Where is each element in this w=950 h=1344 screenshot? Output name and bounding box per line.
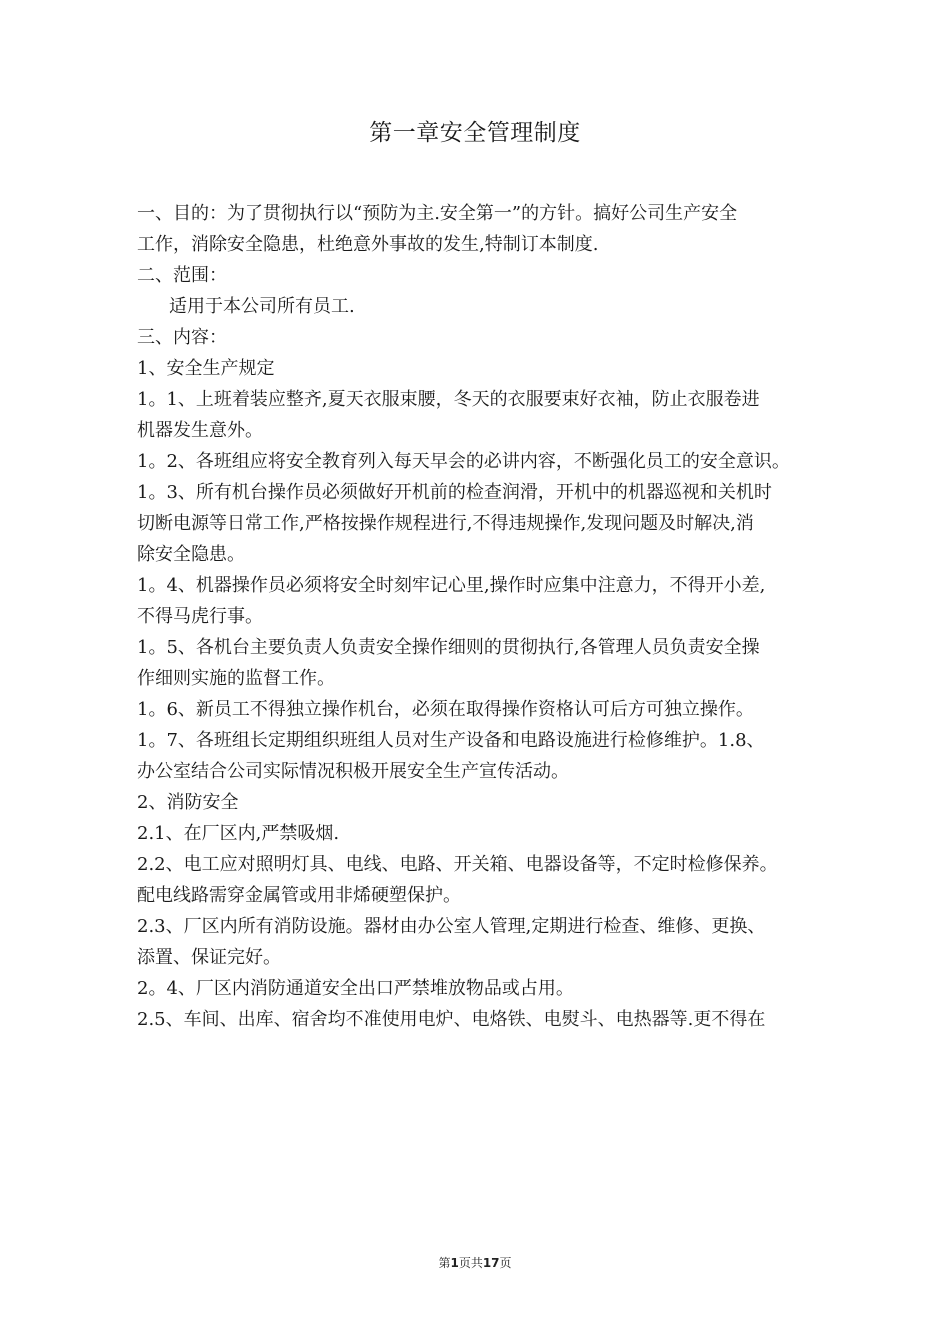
text-line: 办公室结合公司实际情况积极开展安全生产宣传活动。 [137, 761, 569, 782]
text-line: 1。1、上班着装应整齐,夏天衣服束腰，冬天的衣服要束好衣袖，防止衣服卷进 [137, 389, 760, 410]
text-line: 适用于本公司所有员工. [169, 296, 355, 317]
section-heading: 1、安全生产规定 [137, 358, 275, 379]
text-line: 1。3、所有机台操作员必须做好开机前的检查润滑，开机中的机器巡视和关机时 [137, 482, 772, 503]
page-footer [0, 1254, 950, 1272]
text-line: 三、内容： [137, 327, 227, 348]
text-line: 二、范围： [137, 265, 227, 286]
footer-current-page: 1 [450, 1256, 459, 1270]
text-line: 1。5、各机台主要负责人负责安全操作细则的贯彻执行,各管理人员负责安全操 [137, 637, 760, 658]
text-line: 切断电源等日常工作,严格按操作规程进行,不得违规操作,发现问题及时解决,消 [137, 513, 754, 534]
text-line: 1。4、机器操作员必须将安全时刻牢记心里,操作时应集中注意力，不得开小差, [137, 575, 766, 596]
text-line: 1。2、各班组应将安全教育列入每天早会的必讲内容，不断强化员工的安全意识。 [137, 451, 790, 472]
document-title: 第一章安全管理制度 [369, 120, 581, 146]
footer-prefix: 第 [438, 1256, 451, 1270]
document-body [137, 198, 822, 1035]
text-line: 1。7、各班组长定期组织班组人员对生产设备和电路设施进行检修维护。1.8、 [137, 730, 765, 751]
text-line: 2.5、车间、出库、宿舍均不准使用电炉、电烙铁、电熨斗、电热器等.更不得在 [137, 1009, 766, 1030]
footer-total-pages: 17 [482, 1256, 500, 1270]
footer-suffix: 页 [499, 1256, 512, 1270]
text-line: 2.3、厂区内所有消防设施。器材由办公室人管理,定期进行检查、维修、更换、 [137, 916, 766, 937]
text-line: 2.2、电工应对照明灯具、电线、电路、开关箱、电器设备等，不定时检修保养。 [137, 854, 778, 875]
text-line: 2.1、在厂区内,严禁吸烟. [137, 823, 340, 844]
section-heading: 2、消防安全 [137, 792, 239, 813]
footer-middle: 页共 [458, 1256, 483, 1270]
text-line: 不得马虎行事。 [137, 606, 263, 627]
text-line: 工作，消除安全隐患，杜绝意外事故的发生,特制订本制度. [137, 234, 599, 255]
text-line: 一、目的：为了贯彻执行以“预防为主.安全第一”的方针。搞好公司生产安全 [137, 203, 738, 224]
text-line: 除安全隐患。 [137, 544, 245, 565]
text-line: 添置、保证完好。 [137, 947, 281, 968]
text-line: 1。6、新员工不得独立操作机台，必须在取得操作资格认可后方可独立操作。 [137, 699, 754, 720]
text-line: 作细则实施的监督工作。 [137, 668, 335, 689]
text-line: 配电线路需穿金属管或用非烯硬塑保护。 [137, 885, 461, 906]
text-line: 2。4、厂区内消防通道安全出口严禁堆放物品或占用。 [137, 978, 574, 999]
text-line: 机器发生意外。 [137, 420, 263, 441]
